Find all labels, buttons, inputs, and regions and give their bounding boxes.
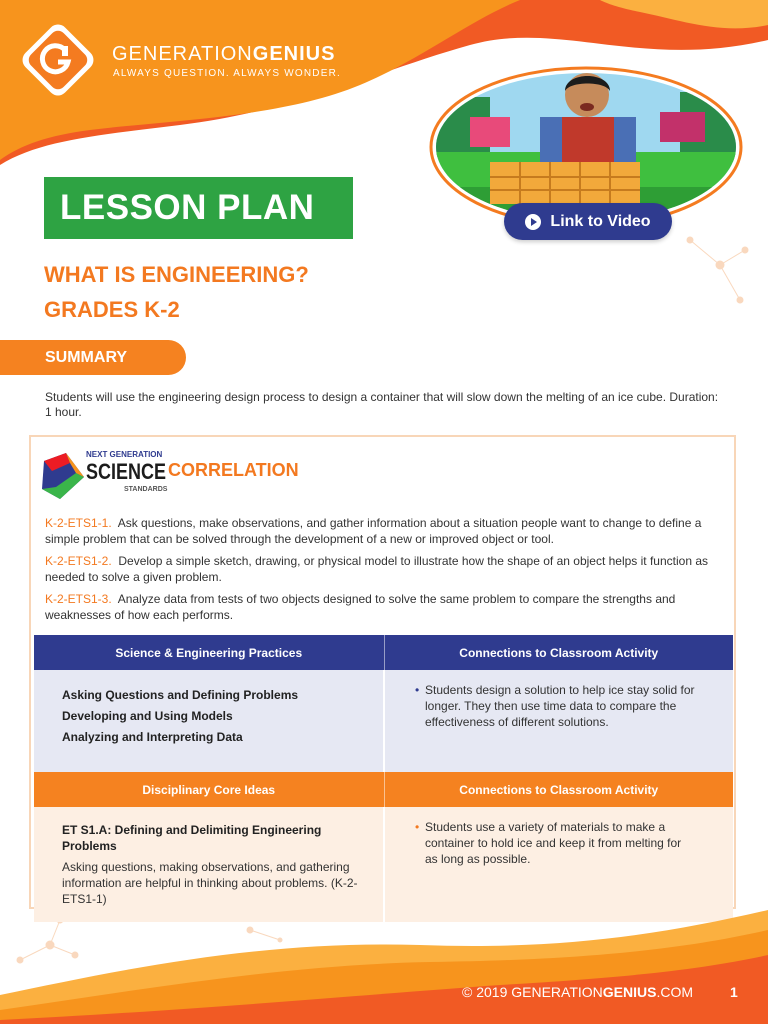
standard-item <box>45 515 725 547</box>
ngss-logo-icon <box>40 447 172 503</box>
practices-cell <box>34 670 384 772</box>
link-to-video-label: Link to Video <box>550 212 651 230</box>
standards-list <box>45 515 725 629</box>
connection-bullet: • Students design a solution to help ice stay solid for longer. They then use time data to compare the effectiveness of different solutions. <box>415 682 697 730</box>
standard-item <box>45 591 725 623</box>
core-ideas-header: Disciplinary Core Ideas <box>34 772 384 807</box>
ngss-logo-bottom: STANDARDS <box>124 486 168 493</box>
table-header-row <box>34 635 733 670</box>
standard-item <box>45 553 725 585</box>
summary-heading: SUMMARY <box>0 340 186 375</box>
table-header-row <box>34 772 733 807</box>
link-to-video-button[interactable] <box>504 203 672 240</box>
connection-bullet: • Students use a variety of materials to make a container to hold ice and keep it from melting for as long as possible. <box>415 819 697 867</box>
practice-item: Developing and Using Models <box>62 709 233 723</box>
standard-code: K-2-ETS1-3. <box>45 592 112 606</box>
core-idea-body: Asking questions, making observations, and gathering information are helpful in thinking about problems. (K-2-ETS1-1) <box>62 860 358 906</box>
practice-item: Asking Questions and Defining Problems <box>62 688 299 702</box>
practices-header: Science & Engineering Practices <box>34 635 384 670</box>
lesson-title-text: WHAT IS ENGINEERING? <box>44 262 309 287</box>
table-row <box>34 670 733 772</box>
page-number: 1 <box>730 984 738 1000</box>
lesson-plan-banner: LESSON PLAN <box>44 177 353 239</box>
correlation-table <box>34 635 733 922</box>
lesson-grades: GRADES K-2 <box>44 297 180 322</box>
ngss-logo-main: SCIENCE <box>86 459 166 484</box>
standard-code: K-2-ETS1-1. <box>45 516 112 530</box>
correlation-heading: CORRELATION <box>168 460 299 480</box>
standard-text: Ask questions, make observations, and gather information about a situation people want to change to define a simple problem that can be solved through the development of a new or improved object or tool. <box>45 516 702 546</box>
standard-text: Analyze data from tests of two objects designed to solve the same problem to compare the strengths and weaknesses of how each performs. <box>45 592 676 622</box>
brand-tagline: ALWAYS QUESTION. ALWAYS WONDER. <box>113 68 341 79</box>
footer-copyright: © 2019 GENERATIONGENIUS.COM <box>462 984 694 1000</box>
brand-name: GENERATIONGENIUS <box>112 43 336 65</box>
footer-wave <box>0 900 768 1024</box>
standard-text: Develop a simple sketch, drawing, or physical model to illustrate how the shape of an object helps it function as needed to solve a given problem. <box>45 554 709 584</box>
connection-cell <box>384 670 733 772</box>
connections-header: Connections to Classroom Activity <box>384 772 733 807</box>
standard-code: K-2-ETS1-2. <box>45 554 112 568</box>
core-idea-title: ET S1.A: Defining and Delimiting Engineering Problems <box>62 823 322 853</box>
lesson-title <box>44 257 309 327</box>
generation-genius-logo-icon <box>18 20 98 100</box>
summary-text: Students will use the engineering design process to design a container that will slow down the melting of an ice cube. Duration: 1 hour. <box>45 390 719 419</box>
play-icon <box>525 214 541 230</box>
connections-header: Connections to Classroom Activity <box>384 635 733 670</box>
practice-item: Analyzing and Interpreting Data <box>62 730 243 744</box>
ngss-logo-top: NEXT GENERATION <box>86 450 163 459</box>
